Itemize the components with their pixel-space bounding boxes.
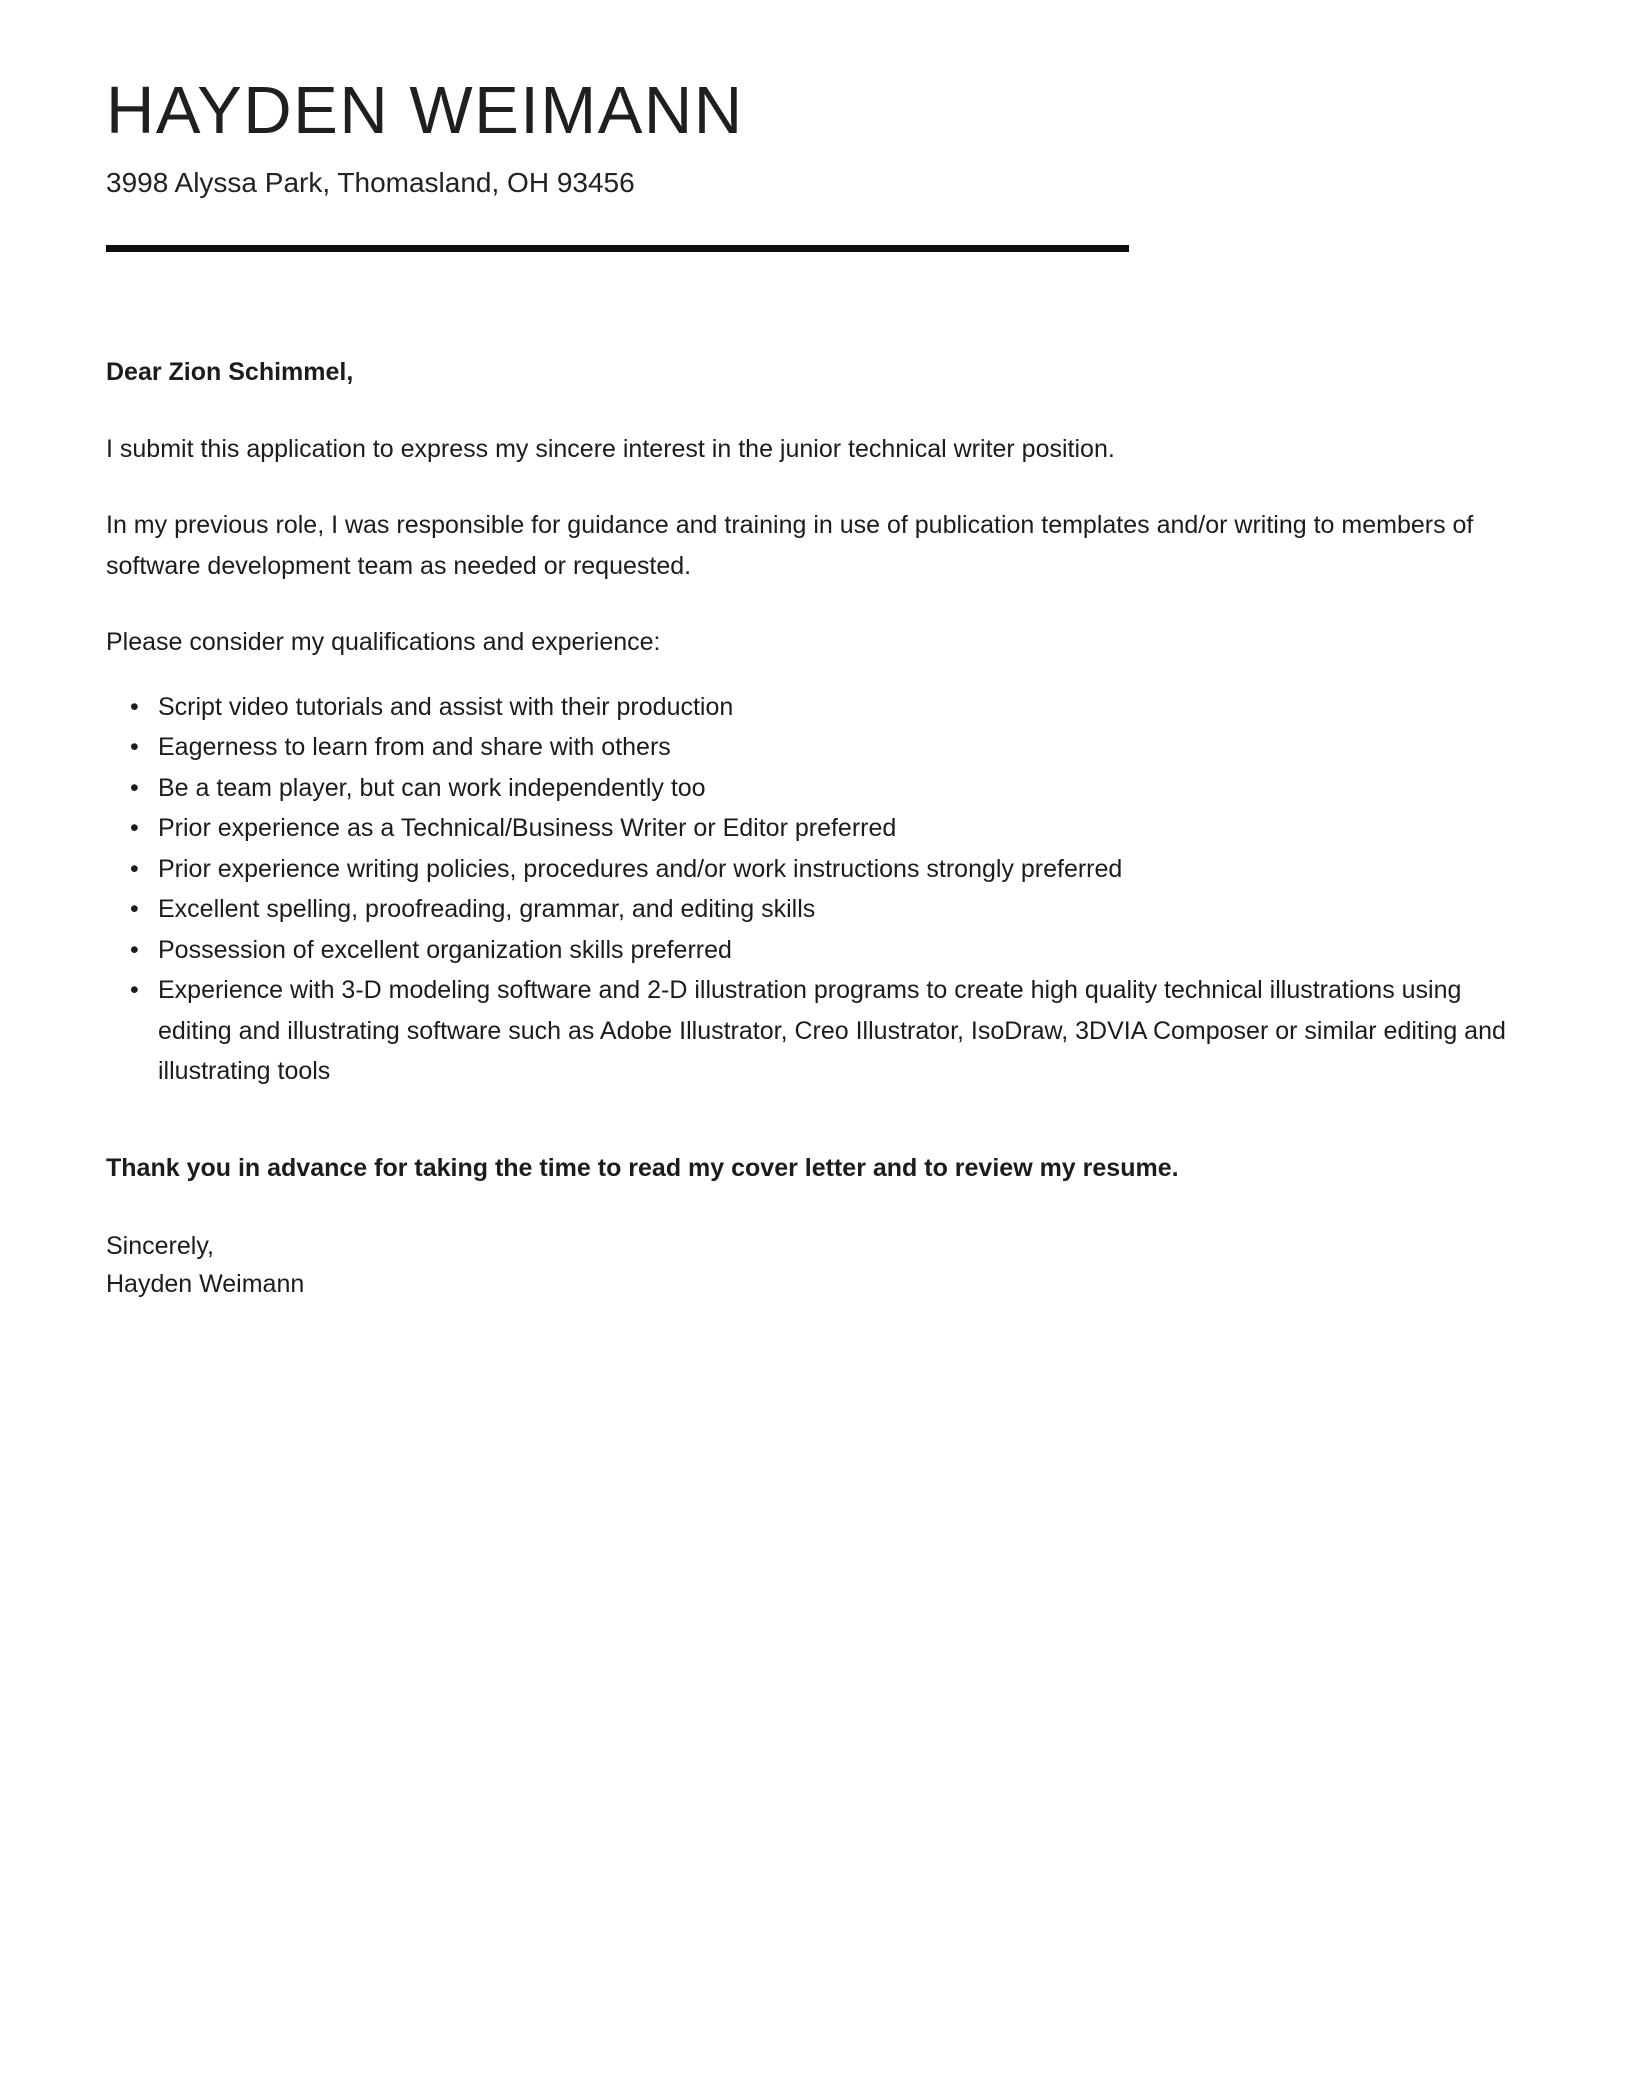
sender-address: 3998 Alyssa Park, Thomasland, OH 93456 [106, 167, 635, 199]
signoff-block [106, 1228, 1526, 1303]
sender-name: HAYDEN WEIMANN [106, 73, 744, 148]
qualification-item: • Experience with 3-D modeling software and 2-D illustration programs to create high quality technical illustrations using editing and illustrating software such as Adobe Illustrator, Creo Illustrator, IsoDraw, 3DVIA Composer or similar editing and illustrating tools [158, 970, 1526, 1092]
qualification-item: • Be a team player, but can work independently too [158, 768, 1526, 809]
qualification-item: • Script video tutorials and assist with their production [158, 687, 1526, 728]
closing-thanks: Thank you in advance for taking the time to read my cover letter and to review my resume. [106, 1153, 1179, 1182]
qualification-item: • Possession of excellent organization skills preferred [158, 930, 1526, 971]
paragraph-consider: Please consider my qualifications and experience: [106, 628, 661, 657]
qualification-item: • Excellent spelling, proofreading, grammar, and editing skills [158, 889, 1526, 930]
paragraph-previous-role: In my previous role, I was responsible for guidance and training in use of publication templates and/or writing to members of software development team as needed or requested. [106, 511, 1474, 580]
paragraph-intro: I submit this application to express my sincere interest in the junior technical writer position. [106, 434, 1115, 463]
qualification-item: • Eagerness to learn from and share with others [158, 727, 1526, 768]
qualification-item: • Prior experience writing policies, procedures and/or work instructions strongly preferred [158, 849, 1526, 890]
signoff-closing: Sincerely, [106, 1232, 214, 1261]
signoff-name: Hayden Weimann [106, 1269, 305, 1298]
greeting: Dear Zion Schimmel, [106, 358, 354, 387]
qualifications-list [106, 687, 1526, 1092]
header-divider [106, 245, 1129, 252]
qualification-item: • Prior experience as a Technical/Business Writer or Editor preferred [158, 808, 1526, 849]
